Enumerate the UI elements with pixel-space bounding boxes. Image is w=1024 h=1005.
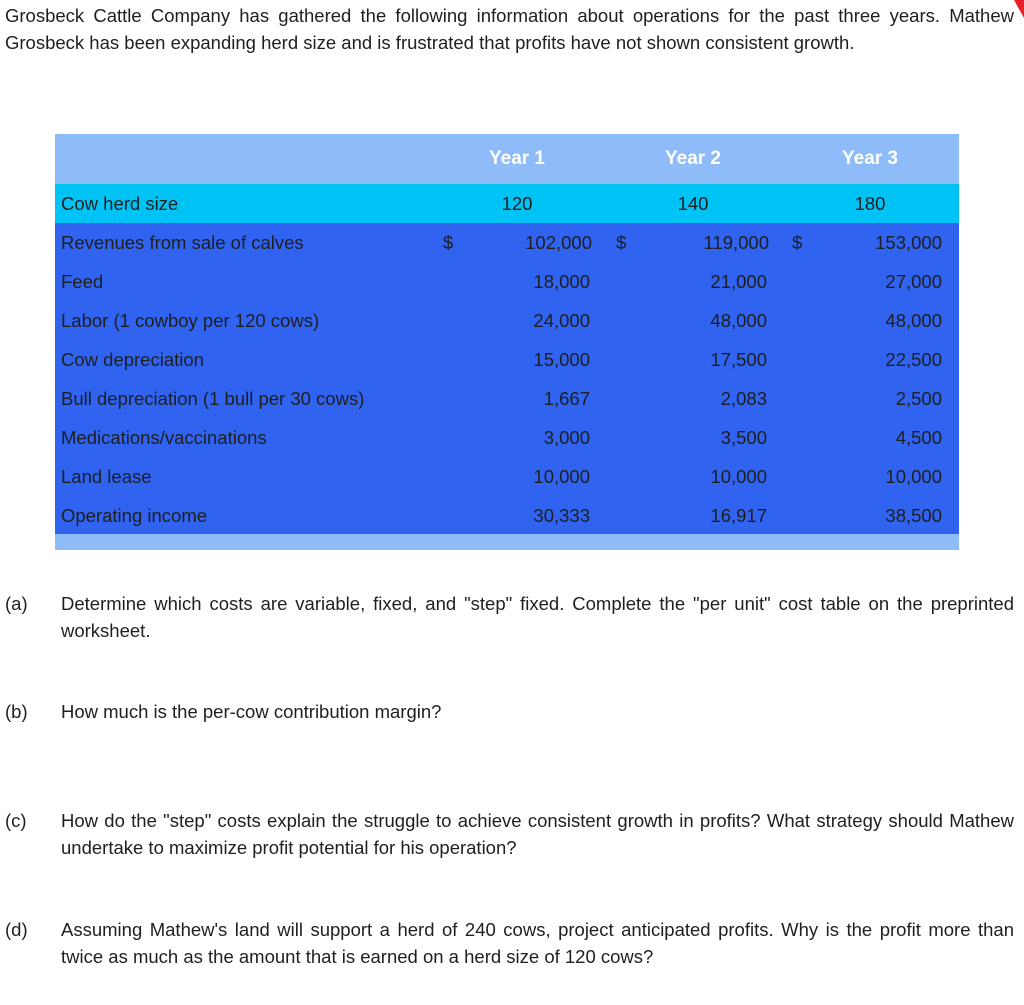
year-1-value: 15,000 [533,349,590,370]
table-row-cow-depreciation [55,340,959,379]
year-2-value: 17,500 [710,349,767,370]
row-label: Bull depreciation (1 bull per 30 cows) [61,388,365,409]
year-3-value: 180 [854,193,886,214]
table-row-cow-herd-size [55,184,959,223]
table-row-bull-depreciation [55,379,959,418]
question-letter: (d) [5,919,28,940]
year-3-value: 153,000 [875,232,942,253]
year-3-value: 48,000 [885,310,942,331]
year-3-value: 2,500 [895,388,942,409]
year-1-value: 3,000 [543,427,590,448]
year-2-value: 48,000 [710,310,767,331]
year-2-value: 16,917 [710,505,767,526]
row-label: Operating income [61,505,208,526]
year-1-currency: $ [443,232,454,253]
year-1-value: 10,000 [533,466,590,487]
year-3-value: 10,000 [885,466,942,487]
year-3-value: 27,000 [885,271,942,292]
year-3-value: 22,500 [885,349,942,370]
year-1-value: 24,000 [533,310,590,331]
operations-table [55,134,959,550]
year-1-value: 1,667 [543,388,590,409]
question-text: Assuming Mathew's land will support a herd of 240 cows, project anticipated profits. Why is the profit more than twice as much as the amount that is earned on a herd size of 120 cows? [61,919,1014,967]
year-2-value: 10,000 [710,466,767,487]
table-row-medications [55,418,959,457]
row-label: Cow depreciation [61,349,204,370]
year-3-header: Year 3 [842,148,898,169]
row-label: Revenues from sale of calves [61,232,304,253]
question-text: Determine which costs are variable, fixed, and "step" fixed. Complete the "per unit" cost table on the preprinted worksheet. [61,593,1014,641]
table-row-feed [55,262,959,301]
question-letter: (c) [5,810,27,831]
year-2-value: 2,083 [720,388,767,409]
table-row-land-lease [55,457,959,496]
year-2-currency: $ [616,232,627,253]
table-row-revenues [55,223,959,262]
year-1-value: 30,333 [533,505,590,526]
question-text: How do the "step" costs explain the struggle to achieve consistent growth in profits? What strategy should Mathew undertake to maximize profit potential for his operation? [61,810,1014,858]
table-row-labor [55,301,959,340]
year-1-value: 102,000 [525,232,592,253]
table-header-row [55,134,959,184]
year-1-value: 18,000 [533,271,590,292]
row-label: Cow herd size [61,193,179,214]
question-letter: (b) [5,701,28,722]
question-text: How much is the per-cow contribution margin? [61,701,442,722]
year-1-value: 120 [501,193,533,214]
table-row-operating-income [55,496,959,535]
year-2-value: 140 [677,193,709,214]
question-letter: (a) [5,593,28,614]
corner-marker [1014,0,1024,18]
year-3-value: 38,500 [885,505,942,526]
row-label: Feed [61,271,104,292]
year-2-header: Year 2 [665,148,721,169]
row-label: Land lease [61,466,152,487]
year-2-value: 3,500 [720,427,767,448]
year-3-currency: $ [792,232,803,253]
year-3-value: 4,500 [895,427,942,448]
year-2-value: 119,000 [703,232,769,253]
year-2-value: 21,000 [710,271,767,292]
year-1-header: Year 1 [489,148,545,169]
intro-paragraph: Grosbeck Cattle Company has gathered the following information about operations for the past three years. Mathew Grosbeck has been expanding herd size and is frustrated that profits have not shown consistent growth. [5,5,1014,53]
row-label: Medications/vaccinations [61,427,267,448]
row-label: Labor (1 cowboy per 120 cows) [61,310,320,331]
